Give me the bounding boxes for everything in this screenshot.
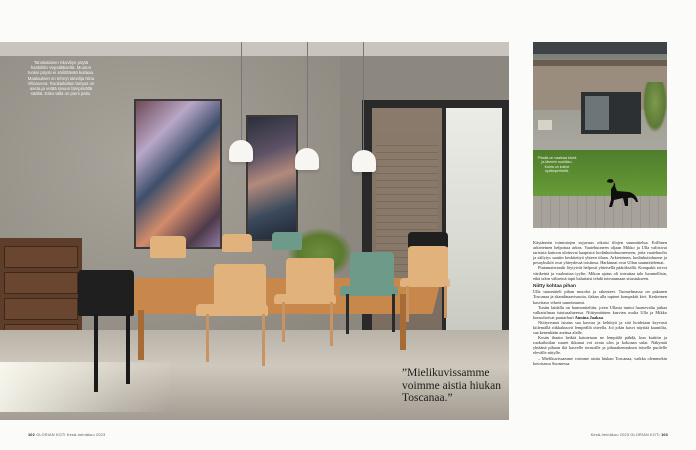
stone-deck [533, 196, 667, 228]
article-body [533, 240, 667, 366]
paragraph: – Mielikuvissamme voimme aistia hiukan Toscanaa, vaikka olemmekin kotoisassa Suomessa. [533, 355, 667, 366]
pendant-lamp [295, 148, 319, 170]
paragraph: Ulla suunnitteli pihan muodot ja rakenteet. Tuomelmassa on pakanen Toscanaa ja skandinaavisuutta, ilakan alla rapinet kompaktit kivi. Keskeinen kasvitaso vihreä sametinurmi. [533, 289, 667, 305]
abstract-painting-small [246, 115, 298, 241]
dining-chair-wood [214, 264, 266, 308]
lamp-cord [307, 42, 308, 152]
dog-silhouette [601, 178, 639, 208]
folio-text: GLORIAN KOTI Kesä-heinäkuu 2023 [36, 433, 106, 437]
subheading: Niitty kohtaa pihan [533, 283, 576, 289]
pendant-lamp [352, 150, 376, 172]
paragraph: Pintamateriaalit löytyivät helposti yhteisellä päätöksellä. Kompakti toivoi värikeinä ja vaaleuttaa tyylin. Mikon ajatus oli toteuttaa talo luonnollisin, eikä talon väliseinä tapit haluttaisi tehdä toteutumaan sisustukseen. [533, 265, 667, 281]
paragraph: Käytännön toimintojen sujuvuus oikaisi tilojen suunnittelua. Erillinen arkieteinen helpottaa arkea. Vaatehuoneen oljaan Mikko ja Ulla valitsivat tarisista kattoon ulottuvat kaapistot kodinhoitohuoneeseen, jotta vaatehuolto ja säilytys saatiin keskitettyä yhteen tilaan. Arkieteinen, kodinhoitohuone ja pesuyksiköt ovat yhteydessä toisiinsa. Harkinnat ovat Ullan suunnittelemat. [533, 240, 667, 266]
garden-dog-photo [533, 140, 667, 228]
folio-left [28, 433, 105, 437]
pull-quote: ”Mielikuvissamme voimme aistia hiukan Toscanaa.” [402, 367, 502, 404]
dining-chair-wood [286, 258, 334, 298]
folio-text: Kesä-heinäkuu 2023 GLORIAN KOTI [590, 433, 660, 437]
sunlight-patch [0, 362, 170, 412]
dining-chair-black [78, 270, 134, 316]
lamp-cord [241, 42, 242, 144]
page-number: 103 [661, 433, 668, 437]
dining-chair [150, 236, 186, 258]
dining-chair [272, 232, 302, 250]
table-leg [138, 310, 144, 360]
pendant-lamp [229, 140, 253, 162]
dining-room-photo [0, 42, 509, 420]
page-number: 102 [28, 433, 35, 437]
highlighted-name: Annina Jaakaa [574, 314, 603, 320]
dining-chair-green [350, 252, 394, 290]
folio-right [591, 433, 668, 437]
abstract-painting-large [134, 99, 222, 249]
lamp-cord [363, 42, 364, 154]
roof [533, 42, 667, 54]
door-glass-right [446, 108, 502, 336]
garden-chair [538, 120, 552, 130]
paragraph: Niittyreunat istutus saa kasvaa ja kehittyä ja sitä hoidetaan keyvasti kiilemällä riikkakuuvit lempeällä otteella. Joi jokin kasvi näyttää kauniilta, saa kenenkään asettua alalle. [533, 319, 667, 336]
olive-tree [643, 82, 667, 132]
photo-caption: Tanskalaisen Skovbyn pöytä hankittiin Vepsäläiseltä. Muuton tuoksi pöysti ei säilöttävää kuitaaa. Maalaukset on tehnyt taiteilija Nina Villanueva. Ruokailutilan lamput on aseta ja vetää sivuun lämpimältä säältä. Esko-talla on pieni patio. [27, 60, 95, 97]
dining-chair-wood [408, 246, 448, 282]
garden-caption: Pihalla on vaaleaa kiveä ja lämmin ruohikko. Koiria on kolme sydänperhettä. [537, 156, 577, 174]
house-exterior-photo [533, 42, 667, 140]
dining-chair [222, 234, 252, 252]
paragraph: Kesän ihanin hetkiä kaiutetaan ne lempiälä pähdä, kun kattiiin ja ruokailutilan suuret ikkunat voi avata ulos ja kokoaan sulat. Näkymät yhtäänä pihaan ikä kasvelle terassille ja piharakennuksen toiselle puolelle elevälle niitylle. [533, 335, 667, 356]
paragraph: Tontin laidalla on harmoniteltiin, joten Ullasta tuntui luontevalta jatkaa valkaisilmaa istutusalueessa. Niittymäärien kasvien osalta Ulla ja Mikko konsultoivat puutarhuri Annina Jaakaa. [533, 304, 667, 320]
ceiling [0, 42, 509, 56]
